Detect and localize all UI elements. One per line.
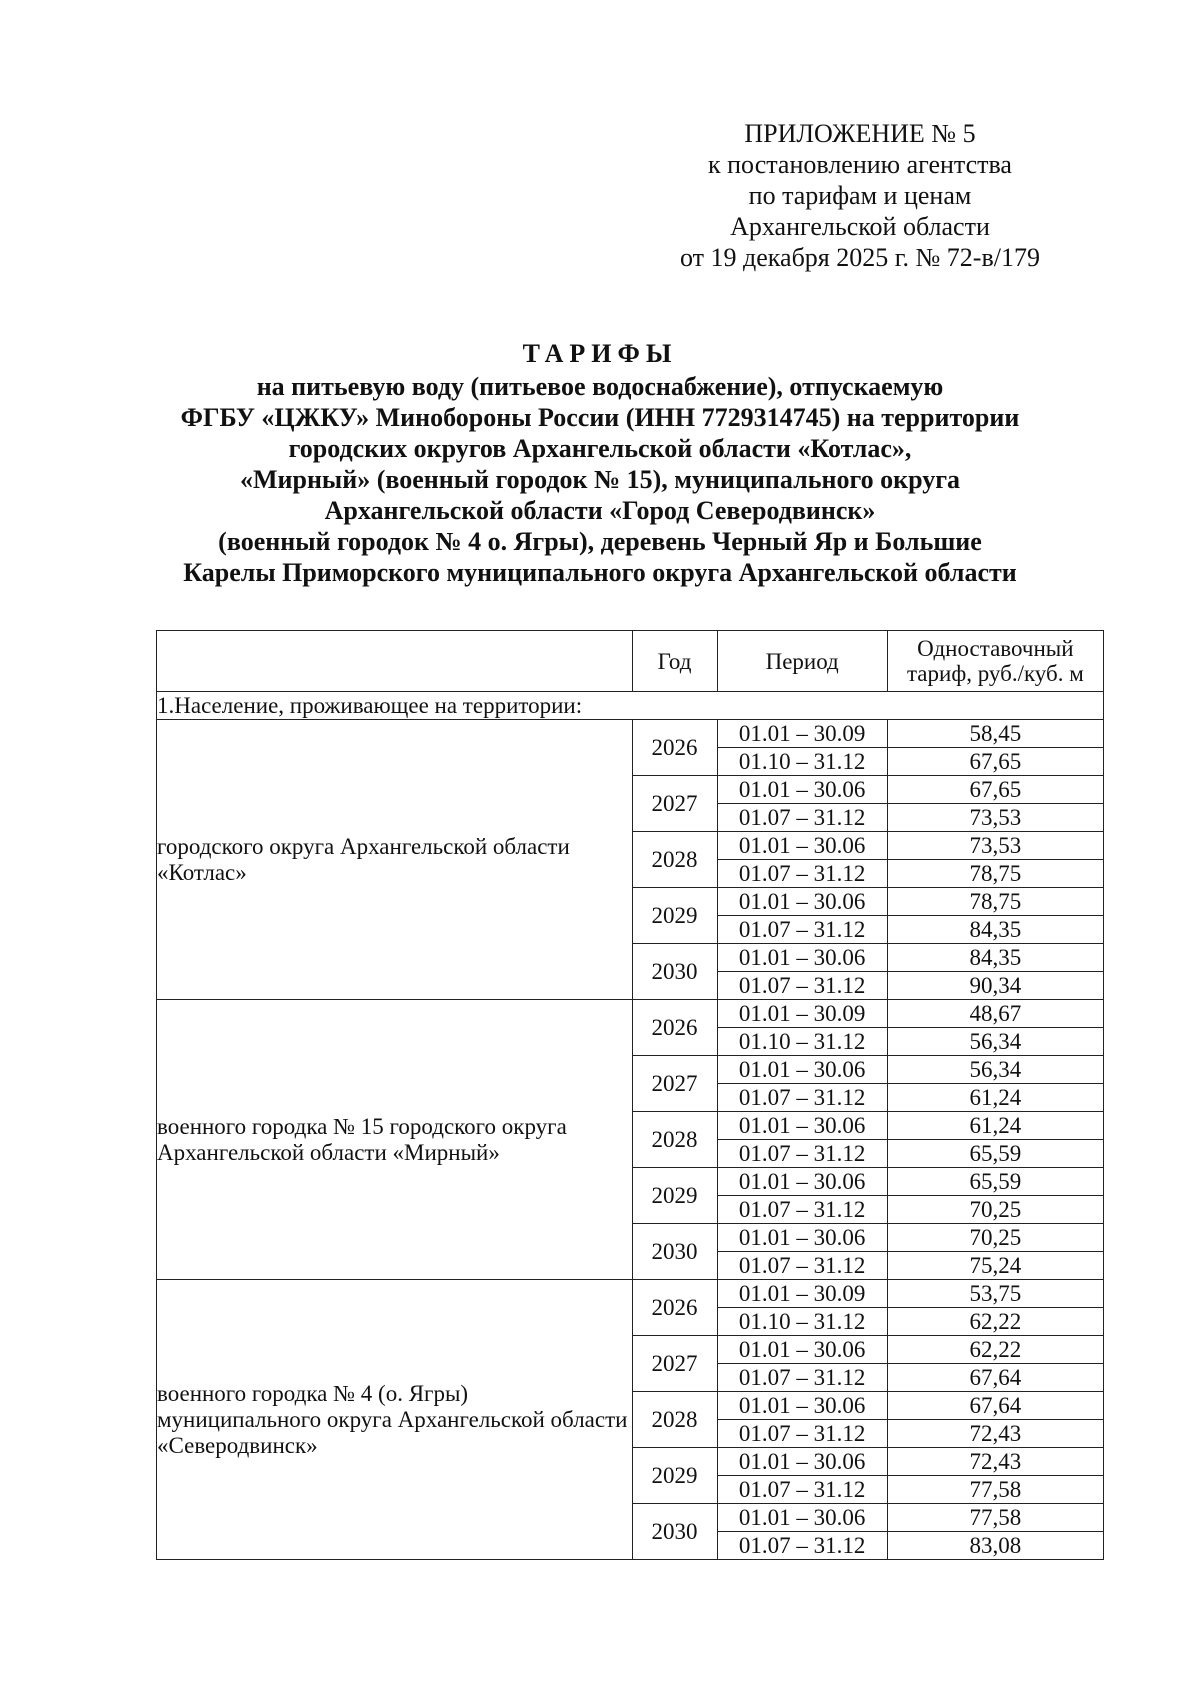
appendix-line: по тарифам и ценам — [748, 181, 972, 210]
period-cell: 01.01 – 30.06 — [717, 1168, 887, 1196]
tariff-value-cell: 70,25 — [887, 1196, 1103, 1224]
table-header-row — [157, 631, 1104, 692]
year-cell: 2028 — [632, 1112, 717, 1168]
period-cell: 01.07 – 31.12 — [717, 916, 887, 944]
tariff-value-cell: 73,53 — [887, 804, 1103, 832]
tariff-value-cell: 77,58 — [887, 1476, 1103, 1504]
tariff-value-cell: 65,59 — [887, 1140, 1103, 1168]
tariff-value-cell: 56,34 — [887, 1056, 1103, 1084]
period-cell: 01.07 – 31.12 — [717, 860, 887, 888]
period-cell: 01.01 – 30.06 — [717, 1112, 887, 1140]
year-cell: 2030 — [632, 1224, 717, 1280]
table-row — [157, 1280, 1104, 1308]
tariff-value-cell: 90,34 — [887, 972, 1103, 1000]
period-cell: 01.07 – 31.12 — [717, 1364, 887, 1392]
appendix-number: ПРИЛОЖЕНИЕ № 5 — [744, 119, 976, 148]
period-cell: 01.01 – 30.09 — [717, 1280, 887, 1308]
tariff-value-cell: 78,75 — [887, 888, 1103, 916]
period-cell: 01.10 – 31.12 — [717, 748, 887, 776]
section-row — [157, 692, 1104, 720]
period-cell: 01.07 – 31.12 — [717, 972, 887, 1000]
period-cell: 01.07 – 31.12 — [717, 1420, 887, 1448]
territory-name: военного городка № 15 городского округа Архангельской области «Мирный» — [157, 1000, 633, 1280]
header-period: Период — [717, 631, 887, 692]
tariff-value-cell: 72,43 — [887, 1420, 1103, 1448]
title-line: Карелы Приморского муниципального округа Архангельской области — [183, 558, 1017, 587]
title-line: Архангельской области «Город Северодвинск» — [324, 496, 876, 525]
title-line: городских округов Архангельской области «Котлас», — [288, 434, 912, 463]
document-title — [100, 338, 1100, 588]
year-cell: 2026 — [632, 1000, 717, 1056]
period-cell: 01.07 – 31.12 — [717, 1084, 887, 1112]
header-name-cell — [157, 631, 633, 692]
period-cell: 01.07 – 31.12 — [717, 1140, 887, 1168]
tariff-value-cell: 77,58 — [887, 1504, 1103, 1532]
year-cell: 2029 — [632, 1448, 717, 1504]
title-line: «Мирный» (военный городок № 15), муниципального округа — [239, 465, 961, 494]
tariff-value-cell: 67,65 — [887, 748, 1103, 776]
year-cell: 2027 — [632, 1336, 717, 1392]
territory-name: военного городка № 4 (о. Ягры) муниципального округа Архангельской области «Северодвинск» — [157, 1280, 633, 1560]
period-cell: 01.01 – 30.06 — [717, 1448, 887, 1476]
tariff-value-cell: 65,59 — [887, 1168, 1103, 1196]
tariff-value-cell: 62,22 — [887, 1336, 1103, 1364]
period-cell: 01.01 – 30.06 — [717, 1224, 887, 1252]
tariff-value-cell: 62,22 — [887, 1308, 1103, 1336]
period-cell: 01.07 – 31.12 — [717, 1252, 887, 1280]
tariff-value-cell: 56,34 — [887, 1028, 1103, 1056]
tariff-value-cell: 73,53 — [887, 832, 1103, 860]
period-cell: 01.01 – 30.06 — [717, 1392, 887, 1420]
tariff-value-cell: 70,25 — [887, 1224, 1103, 1252]
header-year: Год — [632, 631, 717, 692]
table-row — [157, 720, 1104, 748]
period-cell: 01.07 – 31.12 — [717, 1532, 887, 1560]
table-body — [157, 692, 1104, 1560]
year-cell: 2029 — [632, 1168, 717, 1224]
year-cell: 2030 — [632, 1504, 717, 1560]
period-cell: 01.01 – 30.06 — [717, 1056, 887, 1084]
period-cell: 01.01 – 30.09 — [717, 1000, 887, 1028]
year-cell: 2028 — [632, 1392, 717, 1448]
period-cell: 01.07 – 31.12 — [717, 804, 887, 832]
year-cell: 2026 — [632, 720, 717, 776]
year-cell: 2026 — [632, 1280, 717, 1336]
period-cell: 01.10 – 31.12 — [717, 1308, 887, 1336]
tariff-value-cell: 75,24 — [887, 1252, 1103, 1280]
tariff-value-cell: 58,45 — [887, 720, 1103, 748]
table-row — [157, 1000, 1104, 1028]
tariff-value-cell: 53,75 — [887, 1280, 1103, 1308]
appendix-line: Архангельской области — [730, 212, 990, 241]
tariff-table — [156, 630, 1104, 1560]
period-cell: 01.10 – 31.12 — [717, 1028, 887, 1056]
appendix-line: к постановлению агентства — [708, 150, 1012, 179]
header-tariff: Одноставочный тариф, руб./куб. м — [887, 631, 1103, 692]
tariff-value-cell: 48,67 — [887, 1000, 1103, 1028]
tariff-value-cell: 61,24 — [887, 1112, 1103, 1140]
period-cell: 01.01 – 30.06 — [717, 944, 887, 972]
tariff-value-cell: 67,64 — [887, 1392, 1103, 1420]
period-cell: 01.01 – 30.06 — [717, 1336, 887, 1364]
period-cell: 01.07 – 31.12 — [717, 1476, 887, 1504]
territory-name: городского округа Архангельской области «Котлас» — [157, 720, 633, 1000]
tariff-value-cell: 83,08 — [887, 1532, 1103, 1560]
tariff-value-cell: 67,65 — [887, 776, 1103, 804]
tariff-value-cell: 67,64 — [887, 1364, 1103, 1392]
period-cell: 01.01 – 30.06 — [717, 832, 887, 860]
tariff-value-cell: 84,35 — [887, 916, 1103, 944]
appendix-date: от 19 декабря 2025 г. № 72-в/179 — [680, 243, 1040, 272]
period-cell: 01.01 – 30.06 — [717, 888, 887, 916]
title-line: ФГБУ «ЦЖКУ» Минобороны России (ИНН 7729314745) на территории — [180, 403, 1020, 432]
period-cell: 01.07 – 31.12 — [717, 1196, 887, 1224]
year-cell: 2028 — [632, 832, 717, 888]
tariff-value-cell: 78,75 — [887, 860, 1103, 888]
year-cell: 2027 — [632, 776, 717, 832]
title-line: (военный городок № 4 о. Ягры), деревень Черный Яр и Большие — [218, 527, 982, 556]
appendix-block — [640, 118, 1080, 273]
tariff-value-cell: 72,43 — [887, 1448, 1103, 1476]
title-heading: ТАРИФЫ — [522, 339, 678, 368]
period-cell: 01.01 – 30.06 — [717, 1504, 887, 1532]
year-cell: 2029 — [632, 888, 717, 944]
section-label: 1.Население, проживающее на территории: — [157, 692, 1104, 720]
year-cell: 2030 — [632, 944, 717, 1000]
tariff-value-cell: 61,24 — [887, 1084, 1103, 1112]
period-cell: 01.01 – 30.06 — [717, 776, 887, 804]
title-line: на питьевую воду (питьевое водоснабжение), отпускаемую — [256, 372, 944, 401]
year-cell: 2027 — [632, 1056, 717, 1112]
period-cell: 01.01 – 30.09 — [717, 720, 887, 748]
tariff-value-cell: 84,35 — [887, 944, 1103, 972]
